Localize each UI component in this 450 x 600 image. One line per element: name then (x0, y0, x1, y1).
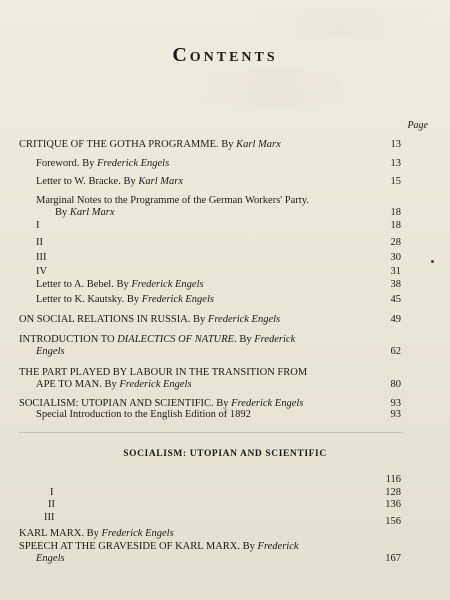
ink-speck (431, 260, 434, 263)
toc-entry: Letter to W. Bracke. By Karl Marx 15 (36, 176, 401, 187)
toc-entry: Letter to A. Bebel. By Frederick Engels 38 (36, 279, 401, 290)
toc-entry: By Karl Marx 18 (55, 207, 401, 218)
bleed-through-shadow (190, 70, 360, 106)
toc-entry: SOCIALISM: UTOPIAN AND SCIENTIFIC. By Frederick Engels 93 (19, 398, 401, 409)
toc-entry: APE TO MAN. By Frederick Engels 80 (36, 379, 401, 390)
toc-entry: THE PART PLAYED BY LABOUR IN THE TRANSITION FROM (19, 367, 308, 378)
toc-entry: Marginal Notes to the Programme of the German Workers' Party. (36, 195, 309, 206)
toc-entry: KARL MARX. By Frederick Engels (19, 528, 174, 539)
toc-entry: 156 (385, 516, 401, 527)
toc-entry: II 28 (36, 237, 401, 248)
page-title: Contents (172, 44, 278, 66)
bleed-through-shadow (250, 8, 430, 38)
toc-entry: Engels 167 (36, 553, 401, 564)
toc-entry: III (44, 512, 55, 523)
toc-entry: ON SOCIAL RELATIONS IN RUSSIA. By Frederick Engels 49 (19, 314, 401, 325)
toc-entry: Letter to K. Kautsky. By Frederick Engels 45 (36, 294, 401, 305)
toc-entry: I 128 (50, 487, 401, 498)
section-heading: SOCIALISM: UTOPIAN AND SCIENTIFIC (123, 449, 327, 459)
toc-entry: 116 (385, 474, 401, 485)
toc-entry: SPEECH AT THE GRAVESIDE OF KARL MARX. By Frederick (19, 541, 299, 552)
toc-entry: IV 31 (36, 266, 401, 277)
page-column-label: Page (407, 120, 428, 131)
section-divider (18, 432, 403, 433)
toc-entry: II 136 (48, 499, 401, 510)
toc-entry: INTRODUCTION TO DIALECTICS OF NATURE. By Frederick (19, 334, 296, 345)
toc-entry: CRITIQUE OF THE GOTHA PROGRAMME. By Karl Marx 13 (19, 139, 401, 150)
toc-entry: III 30 (36, 252, 401, 263)
toc-entry: Engels 62 (36, 346, 401, 357)
toc-entry: Special Introduction to the English Edition of 1892 93 (36, 409, 401, 420)
toc-entry: I 18 (36, 220, 401, 231)
toc-entry: Foreword. By Frederick Engels 13 (36, 158, 401, 169)
